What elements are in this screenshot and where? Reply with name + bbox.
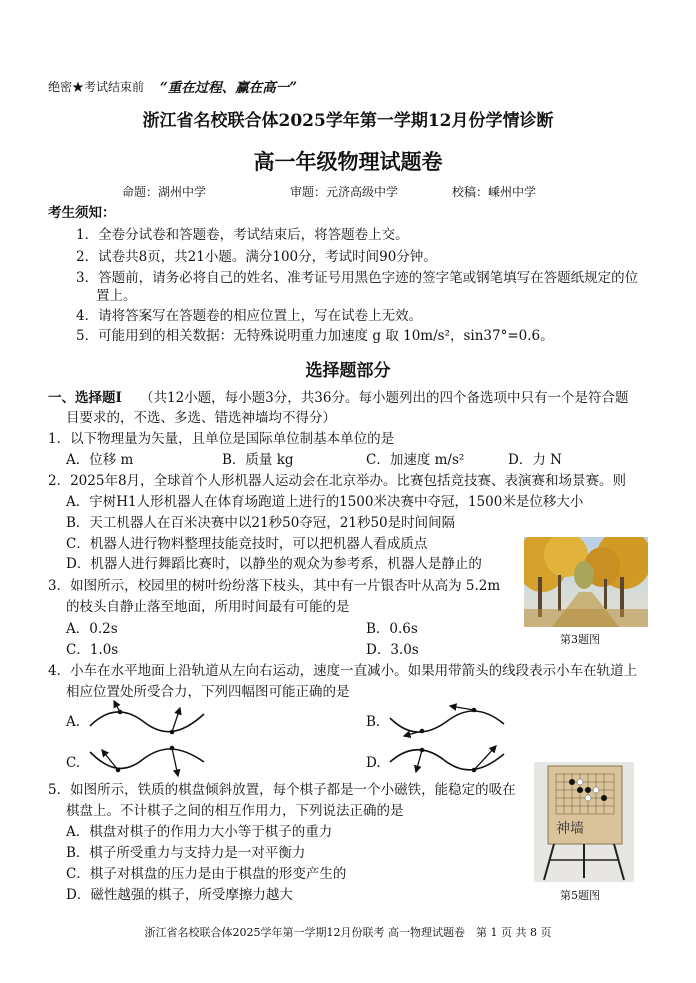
q4-stem: 4．小车在水平地面上沿轨道从左向右运动，速度一直减小。如果用带箭头的线段表示小车在轨道上 <box>48 663 638 679</box>
q1-option-d: D．力 N <box>508 452 562 468</box>
part-desc: （共12小题，每小题3分，共36分。每小题列出的四个备选项中只有一个是符合题 <box>140 390 629 406</box>
q4-option-a: A. <box>66 714 81 730</box>
q1-stem: 1．以下物理量为矢量，且单位是国际单位制基本单位的是 <box>48 431 395 447</box>
q2-option-d: D．机器人进行舞蹈比赛时，以静坐的观众为参考系，机器人是静止的 <box>66 556 482 572</box>
q1-option-a: A．位移 m <box>66 452 134 468</box>
q4-diagram-c <box>88 740 208 780</box>
setter: 命题：湖州中学 <box>122 185 207 199</box>
q3-option-c: C．1.0s <box>66 642 119 658</box>
q4-diagram-a <box>88 700 208 740</box>
q4-option-c: C. <box>66 755 81 771</box>
reviewer: 审题：元济高级中学 <box>290 185 399 199</box>
q2-option-a: A．宇树H1人形机器人在体育场跑道上进行的1500米决赛中夺冠，1500米是位移大小 <box>66 494 584 510</box>
ginkgo-photo <box>524 537 648 627</box>
q2-option-b: B．天工机器人在百米决赛中以21秒50夺冠，21秒50是时间间隔 <box>66 515 456 531</box>
q3-stem: 的枝头自静止落至地面，所用时间最有可能的是 <box>66 599 350 615</box>
q4-stem: 相应位置处所受合力，下列四幅图可能正确的是 <box>66 684 350 700</box>
q4-diagram-d <box>388 740 508 780</box>
exam-title: 浙江省名校联合体2025学年第一学期12月份学情诊断 <box>142 111 554 131</box>
notice-heading: 考生须知： <box>48 205 116 221</box>
q1-option-b: B．质量 kg <box>222 452 294 468</box>
q3-figure-caption: 第3题图 <box>560 633 600 646</box>
q5-stem: 棋盘上。不计棋子之间的相互作用力，下列说法正确的是 <box>66 803 404 819</box>
q1-option-c: C．加速度 m/s² <box>366 452 465 468</box>
q2-option-c: C．机器人进行物料整理技能竞技时，可以把机器人看成质点 <box>66 536 428 552</box>
q5-option-b: B．棋子所受重力与支持力是一对平衡力 <box>66 845 306 861</box>
secret-label: 绝密★考试结束前 <box>48 80 145 94</box>
notice-item: 4．请将答案写在答题卷的相应位置上，写在试卷上无效。 <box>76 308 423 324</box>
motto: “重在过程、赢在高一” <box>160 80 298 96</box>
notice-item: 3．答题前，请务必将自己的姓名、准考证号用黑色字迹的签字笔或钢笔填写在答题纸规定的位 <box>76 270 639 286</box>
notice-item: 2．试卷共8页，共21小题。满分100分，考试时间90分钟。 <box>76 249 437 265</box>
chessboard-photo <box>534 762 634 882</box>
q2-stem: 2．2025年8月，全球首个人形机器人运动会在北京举办。比赛包括竞技赛、表演赛和场景赛。则 <box>48 473 627 489</box>
notice-item: 1．全卷分试卷和答题卷，考试结束后，将答题卷上交。 <box>76 227 409 243</box>
q3-option-a: A．0.2s <box>66 621 118 637</box>
q3-option-d: D．3.0s <box>366 642 419 658</box>
q5-option-a: A．棋盘对棋子的作用力大小等于棋子的重力 <box>66 824 333 840</box>
q5-option-c: C．棋子对棋盘的压力是由于棋盘的形变产生的 <box>66 866 347 882</box>
q5-figure-caption: 第5题图 <box>560 889 600 902</box>
paper-title: 高一年级物理试题卷 <box>253 150 443 174</box>
q5-stem: 5．如图所示，铁质的棋盘倾斜放置，每个棋子都是一个小磁铁，能稳定的吸在 <box>48 782 516 798</box>
q4-option-b: B. <box>366 714 381 730</box>
q5-option-d: D．磁性越强的棋子，所受摩擦力越大 <box>66 887 293 903</box>
part-label: 一、选择题Ⅰ <box>48 390 122 406</box>
section-title: 选择题部分 <box>305 361 391 381</box>
proofreader: 校稿：嵊州中学 <box>452 185 537 199</box>
part-desc: 目要求的，不选、多选、错选神墙均不得分） <box>66 410 336 426</box>
q4-diagram-b <box>388 700 508 740</box>
q3-option-b: B．0.6s <box>366 621 418 637</box>
board-text: 神墙 <box>556 821 584 837</box>
notice-item: 5．可能用到的相关数据：无特殊说明重力加速度 g 取 10m/s²，sin37°=0.6。 <box>76 328 554 344</box>
q3-stem: 3．如图所示，校园里的树叶纷纷落下枝头，其中有一片银杏叶从高为 5.2m <box>48 578 501 594</box>
notice-item: 置上。 <box>96 288 137 304</box>
page-footer: 浙江省名校联合体2025学年第一学期12月份联考 高一物理试题卷 第 1 页 共 8 页 <box>144 926 552 939</box>
q4-option-d: D. <box>366 755 381 771</box>
